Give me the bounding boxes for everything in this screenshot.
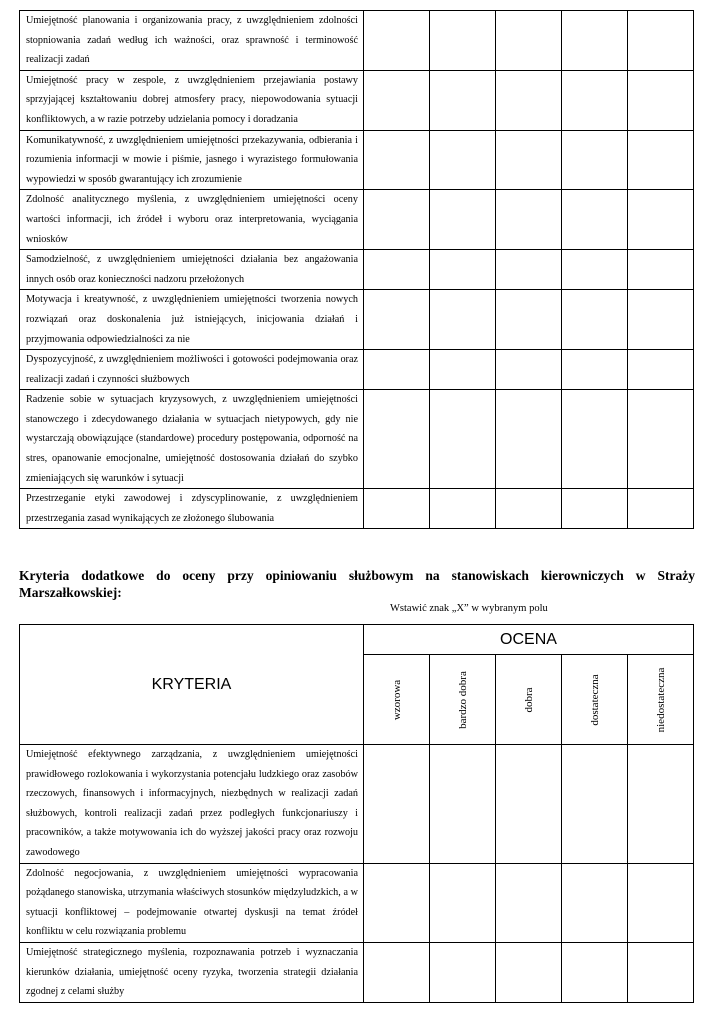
grade-mark-cell[interactable]	[430, 70, 496, 130]
criteria-table	[19, 10, 694, 529]
criterion-text: Umiejętność efektywnego zarządzania, z uwzględnieniem umiejętności prawidłowego rozlokowania i wykorzystania potencjału ludzkiego oraz zasobów rzeczowych, finansowych i informacyjnych, niezbędnych w realizacji zadań służbowych, kontroli realizacji zadań przez podległych funkcjonariuszy i pracowników, a także motywowania ich do wyższej jakości pracy oraz rozwoju zawodowego	[20, 745, 364, 864]
criterion-row	[20, 863, 694, 942]
grade-mark-cell[interactable]	[562, 70, 628, 130]
grade-mark-cell[interactable]	[364, 390, 430, 489]
grade-mark-cell[interactable]	[628, 863, 694, 942]
grade-mark-cell[interactable]	[364, 290, 430, 350]
grade-column-header	[628, 655, 694, 745]
grade-mark-cell[interactable]	[364, 130, 430, 190]
grade-mark-cell[interactable]	[430, 863, 496, 942]
grade-mark-cell[interactable]	[562, 942, 628, 1002]
grade-mark-cell[interactable]	[430, 489, 496, 529]
grade-mark-cell[interactable]	[430, 190, 496, 250]
grade-mark-cell[interactable]	[430, 390, 496, 489]
instruction-text: Wstawić znak „X” w wybranym polu	[390, 603, 548, 614]
criterion-row	[20, 70, 694, 130]
grade-column-header	[430, 655, 496, 745]
grade-mark-cell[interactable]	[430, 130, 496, 190]
grade-mark-cell[interactable]	[562, 11, 628, 71]
criterion-row	[20, 350, 694, 390]
criterion-text: Umiejętność pracy w zespole, z uwzględnieniem przejawiania postawy sprzyjającej kształtowaniu dobrej atmosfery pracy, niepowodowania sytuacji konfliktowych, a w razie potrzeby udzielania pomocy i doradzania	[20, 70, 364, 130]
grade-label: dostateczna	[588, 673, 601, 726]
criterion-row	[20, 290, 694, 350]
grade-mark-cell[interactable]	[628, 190, 694, 250]
criterion-text: Umiejętność strategicznego myślenia, rozpoznawania potrzeb i wyznaczania kierunków działania, umiejętność oceny ryzyka, tworzenia strategii działania zgodnej z celami służby	[20, 942, 364, 1002]
grade-mark-cell[interactable]	[430, 350, 496, 390]
grade-mark-cell[interactable]	[562, 350, 628, 390]
grade-mark-cell[interactable]	[364, 489, 430, 529]
grade-mark-cell[interactable]	[562, 290, 628, 350]
criterion-text: Dyspozycyjność, z uwzględnieniem możliwości i gotowości podejmowania oraz realizacji zadań i czynności służbowych	[20, 350, 364, 390]
grade-mark-cell[interactable]	[364, 11, 430, 71]
criterion-row	[20, 250, 694, 290]
grade-mark-cell[interactable]	[496, 942, 562, 1002]
grade-mark-cell[interactable]	[430, 11, 496, 71]
grade-mark-cell[interactable]	[562, 863, 628, 942]
grade-mark-cell[interactable]	[430, 745, 496, 864]
grade-mark-cell[interactable]	[628, 350, 694, 390]
grade-mark-cell[interactable]	[562, 250, 628, 290]
grade-mark-cell[interactable]	[496, 489, 562, 529]
criterion-row	[20, 190, 694, 250]
grade-mark-cell[interactable]	[628, 745, 694, 864]
grade-mark-cell[interactable]	[562, 745, 628, 864]
criterion-row	[20, 489, 694, 529]
grade-mark-cell[interactable]	[430, 290, 496, 350]
grade-mark-cell[interactable]	[364, 745, 430, 864]
grade-mark-cell[interactable]	[496, 70, 562, 130]
grade-mark-cell[interactable]	[364, 190, 430, 250]
managerial-criteria-table	[19, 624, 694, 1003]
grade-mark-cell[interactable]	[628, 130, 694, 190]
criterion-row	[20, 130, 694, 190]
grade-column-header	[562, 655, 628, 745]
criterion-text: Umiejętność planowania i organizowania pracy, z uwzględnieniem zdolności stopniowania zadań według ich ważności, oraz sprawność i terminowość realizacji zadań	[20, 11, 364, 71]
grade-mark-cell[interactable]	[496, 130, 562, 190]
criterion-text: Przestrzeganie etyki zawodowej i zdyscyplinowanie, z uwzględnieniem przestrzegania zasad wynikających ze złożonego ślubowania	[20, 489, 364, 529]
grade-mark-cell[interactable]	[628, 70, 694, 130]
grade-label: niedostateczna	[654, 667, 667, 732]
grade-mark-cell[interactable]	[562, 190, 628, 250]
grade-mark-cell[interactable]	[496, 863, 562, 942]
grade-mark-cell[interactable]	[628, 942, 694, 1002]
grade-mark-cell[interactable]	[562, 390, 628, 489]
grade-mark-cell[interactable]	[496, 11, 562, 71]
grade-mark-cell[interactable]	[496, 250, 562, 290]
grade-mark-cell[interactable]	[364, 863, 430, 942]
criterion-row	[20, 942, 694, 1002]
criterion-text: Komunikatywność, z uwzględnieniem umiejętności przekazywania, odbierania i rozumienia informacji w mowie i piśmie, jasnego i wyrazistego formułowania wypowiedzi w sposób gwarantujący ich zrozumienie	[20, 130, 364, 190]
criterion-row	[20, 11, 694, 71]
criteria-header: KRYTERIA	[20, 625, 364, 745]
grade-mark-cell[interactable]	[562, 130, 628, 190]
grade-column-header	[364, 655, 430, 745]
criterion-text: Zdolność negocjowania, z uwzględnieniem umiejętności wypracowania pożądanego stanowiska, utrzymania właściwych stosunków międzyludzkich, a w sytuacji konfliktowej – podejmowanie otwartej dyskusji na temat źródeł konfliktu w celu rozwiązania problemu	[20, 863, 364, 942]
grade-mark-cell[interactable]	[364, 70, 430, 130]
grade-mark-cell[interactable]	[628, 489, 694, 529]
criterion-text: Radzenie sobie w sytuacjach kryzysowych, z uwzględnieniem umiejętności stanowczego i zdecydowanego działania w sytuacjach nietypowych, gdy nie wystarczają obowiązujące (standardowe) procedury postępowania, odporność na stres, opanowanie emocjonalne, umiejętność dostosowania działań do szybko zmieniających się warunków i sytuacji	[20, 390, 364, 489]
grade-column-header	[496, 655, 562, 745]
grade-mark-cell[interactable]	[496, 290, 562, 350]
grade-mark-cell[interactable]	[430, 250, 496, 290]
criterion-row	[20, 745, 694, 864]
criterion-text: Zdolność analitycznego myślenia, z uwzględnieniem umiejętności oceny wartości informacji, ich źródeł i wyboru oraz interpretowania, wyciągania wniosków	[20, 190, 364, 250]
criterion-text: Samodzielność, z uwzględnieniem umiejętności działania bez angażowania innych osób oraz konieczności nadzoru przełożonych	[20, 250, 364, 290]
grade-mark-cell[interactable]	[364, 942, 430, 1002]
grade-mark-cell[interactable]	[628, 250, 694, 290]
grade-mark-cell[interactable]	[364, 350, 430, 390]
grade-header: OCENA	[364, 625, 694, 655]
grade-mark-cell[interactable]	[562, 489, 628, 529]
grade-mark-cell[interactable]	[496, 390, 562, 489]
grade-mark-cell[interactable]	[628, 290, 694, 350]
grade-mark-cell[interactable]	[496, 190, 562, 250]
grade-mark-cell[interactable]	[364, 250, 430, 290]
criterion-row	[20, 390, 694, 489]
grade-label: wzorowa	[390, 679, 403, 720]
criterion-text: Motywacja i kreatywność, z uwzględnieniem umiejętności tworzenia nowych rozwiązań oraz doskonalenia już istniejących, inicjowania działań i przyjmowania odpowiedzialności za nie	[20, 290, 364, 350]
grade-mark-cell[interactable]	[496, 350, 562, 390]
grade-mark-cell[interactable]	[496, 745, 562, 864]
grade-mark-cell[interactable]	[430, 942, 496, 1002]
grade-label: bardzo dobra	[456, 670, 469, 729]
grade-mark-cell[interactable]	[628, 390, 694, 489]
section-heading: Kryteria dodatkowe do oceny przy opiniowaniu służbowym na stanowiskach kierowniczych w Straży Marszałkowskiej:	[19, 568, 695, 600]
grade-label: dobra	[522, 686, 535, 713]
grade-mark-cell[interactable]	[628, 11, 694, 71]
